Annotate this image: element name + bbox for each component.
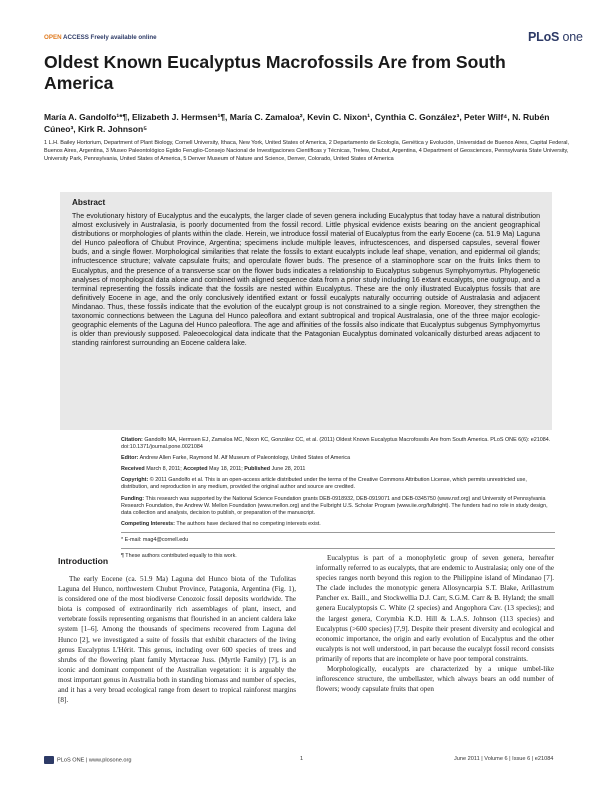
abstract-heading: Abstract — [72, 198, 106, 207]
article-title: Oldest Known Eucalyptus Macrofossils Are from South America — [44, 52, 506, 93]
logo-one-text: one — [562, 30, 583, 44]
intro-paragraph: Eucalyptus is part of a monophyletic group of seven genera, hereafter informally referred to as eucalypts, that are endemic to Australasia; only one of the species ranges north beyond this region to the Philippine island of Mindanao [7]. The clade includes the monotypic genera Allosyncarpia S.T. Blake, Arillastrum Pancher ex. Baill., and Stockwellia D.J. Carr, S.G.M. Carr & B. Hyland; the small genera Eucalyptopsis C. White (2 species) and Angophora Cav. (13 species); and the largest genera, Corymbia K.D. Hill & L.A.S. Johnson (113 species) and Eucalyptus (>600 species) [7,9]. Despite their present diversity and ecological and economic importance, the origin and early evolution of Eucalyptus and the other eucalypts is not well understood, in part because the eucalypt fossil record consists primarily of reports that are incomplete or have poor temporal constraints. — [316, 554, 554, 663]
intro-paragraph: Morphologically, eucalypts are characterized by a unique umbel-like inflorescence structure, the umbellaster, which always bears an odd number of flowers; woody capsulate fruits that open — [316, 665, 554, 694]
abstract-text: The evolutionary history of Eucalyptus and the eucalypts, the larger clade of seven genera including Eucalyptus that today have a natural distribution almost exclusively in Australasia, is poorly documented from the fossil record. Little physical evidence exists bearing on the ancient geographical distributions or morphologies of plants within the clade. Herein, we introduce fossil material of Eucalyptus from the early Eocene (ca. 51.9 Ma) Laguna del Hunco paleoflora of Chubut Province, Argentina; specimens include multiple leaves, infructescences, and dispersed capsules, several flower buds, and a single flower. Morphological similarities that relate the fossils to extant eucalypts include leaf shape, venation, and epidermal oil glands; infructescence structure; valvate capsulate fruits; and operculate flower buds. The presence of a staminophore scar on the fruits links them to Eucalyptus, and the presence of a transverse scar on the flower buds indicates a relationship to Eucalyptus subgenus Symphyomyrtus. Phylogenetic analyses of morphological data alone and combined with aligned sequence data from a prior study including 16 extant eucalypts, one outgroup, and a terminal representing the fossils indicate that the fossils are nested within Eucalyptus. These are the only illustrated Eucalyptus fossils that are definitively Eocene in age, and the only conclusively identified extant or fossil eucalypts naturally occurring outside of Australasia and adjacent Mindanao. Thus, these fossils indicate that the evolution of the eucalypt group is not constrained to a single region. Moreover, they strengthen the taxonomic connections between the Laguna del Hunco paleoflora and extant subtropical and tropical Australasia, one of the three major ecologic-geographic elements of the Laguna del Hunco paleoflora. The age and affinities of the fossils also indicate that Eucalyptus subgenus Symphyomyrtus is older than previously supposed. Paleoecological data indicate that the Patagonian Eucalyptus dominated volcanically disturbed areas adjacent to standing rainforest surrounding an Eocene caldera lake. — [72, 213, 540, 348]
plos-one-logo — [528, 30, 583, 44]
plos-small-logo-icon — [44, 756, 54, 764]
editor: Editor: Andrew Allen Farke, Raymond M. Alf Museum of Paleontology, United States of America — [121, 455, 351, 462]
divider — [121, 548, 555, 549]
citation: Citation: Gandolfo MA, Hermsen EJ, Zamaloa MC, Nixon KC, González CC, et al. (2011) Oldest Known Eucalyptus Macrofossils Are from South America. PLoS ONE 6(6): e21084. doi:10.1371/journal.pone.0021084 — [121, 437, 551, 451]
affiliations: 1 L.H. Bailey Hortorium, Department of Plant Biology, Cornell University, Ithaca, New York, United States of America, 2 Departamento de Ecología, Genética y Evolución, Universidad de Buenos Aires, Capital Federal, Buenos Aires, Argentina, 3 Museo Paleontológico Egidio Feruglio-Consejo Nacional de Investigaciones Científicas y Técnicas, Trelew, Chubut, Argentina, 4 Department of Geosciences, Pennsylvania State University, University Park, Pennsylvania, United States of America, 5 Denver Museum of Nature and Science, Denver, Colorado, United States of America — [44, 140, 570, 162]
left-column — [58, 574, 296, 705]
competing-interests: Competing Interests: The authors have declared that no competing interests exist. — [121, 520, 321, 527]
divider — [121, 532, 555, 533]
funding: Funding: This research was supported by the National Science Foundation grants DEB-0918932, DEB-0919071 and DEB-0345750 (www.nsf.org) and University of Pennsylvania Research Foundation, the Andrew W. Mellon Foundation (www.mellon.org) and the Fulbright U.S. Scholar Program (www.iie.org/fulbright). The funders had no role in study design, data collection and analysis, decision to publish, or preparation of the manuscript. — [121, 495, 548, 516]
logo-plos-text: PLoS — [528, 30, 560, 44]
copyright: Copyright: © 2011 Gandolfo et al. This is an open-access article distributed under the terms of the Creative Commons Attribution License, which permits unrestricted use, distribution, and reproduction in any medium, provided the original author and source are credited. — [121, 477, 527, 491]
right-column — [316, 553, 554, 694]
article-metadata — [121, 437, 555, 562]
corresponding-email: * E-mail: mag4@cornell.edu — [121, 536, 189, 543]
open-access-label: OPEN — [44, 34, 62, 41]
author-list: María A. Gandolfo¹*¶, Elizabeth J. Hermsen¹¶, María C. Zamaloa², Kevin C. Nixon¹, Cynthia C. González³, Peter Wilf⁴, N. Rubén Cúneo³, Kirk R. Johnson⁵ — [44, 112, 550, 134]
open-access-text: ACCESS Freely available online — [63, 34, 157, 41]
introduction-heading: Introduction — [58, 556, 109, 566]
open-access-banner — [44, 34, 157, 41]
page-number: 1 — [300, 756, 304, 762]
footer-journal: PLoS ONE | www.plosone.org — [44, 756, 132, 764]
abstract-box — [60, 192, 552, 430]
intro-paragraph: The early Eocene (ca. 51.9 Ma) Laguna del Hunco biota of the Tufolitas Laguna del Hunco, northwestern Chubut Province, Patagonia, Argentina (Fig. 1), is considered one of the most biodiverse Cenozoic fossil deposits worldwide. The biota is composed of extraordinarily rich assemblages of plant, insect, and vertebrate fossils representing organisms that flourished in an ancient caldera lake system [1–6]. Among the thousands of specimens recovered from Laguna del Hunco [2], we investigated a suite of fossils that exhibit characters of the living genus Eucalyptus L'Hérit. This genus, including over 600 species of trees and shrubs of the flowering plant family Myrtaceae Juss. (Myrtle Family) [7], is an iconic and dominant component of the Australian vegetation: it is arguably the most important genus in Australia both in standing biomass and number of species, and it has a very broad ecological range from desert to tropical rainforest margins [8]. — [58, 575, 296, 705]
footer-issue-info: June 2011 | Volume 6 | Issue 6 | e21084 — [454, 756, 554, 762]
dates: Received March 8, 2011; Accepted May 18, 2011; Published June 28, 2011 — [121, 466, 306, 473]
equal-contribution-note: ¶ These authors contributed equally to this work. — [121, 553, 237, 560]
